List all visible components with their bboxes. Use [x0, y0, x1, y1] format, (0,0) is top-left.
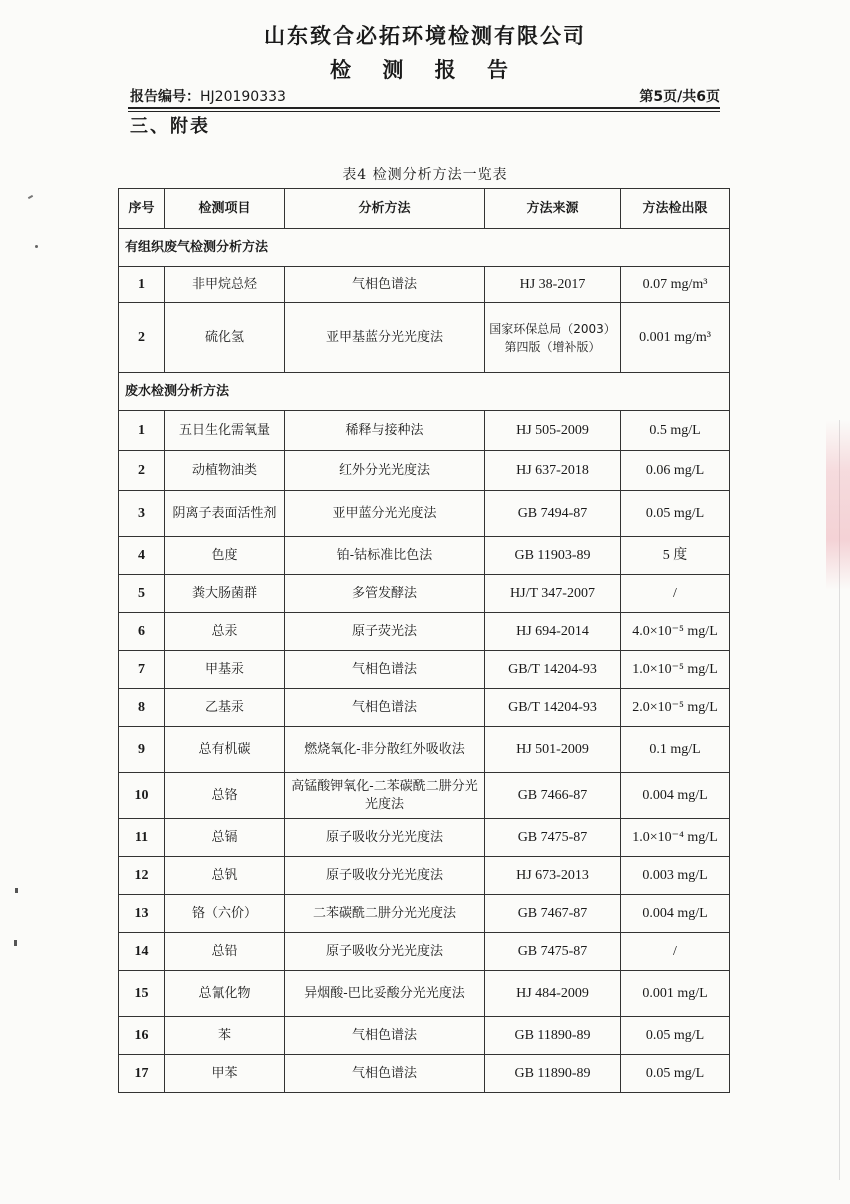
- row-method: 气相色谱法: [285, 267, 485, 303]
- row-no: 9: [119, 727, 165, 773]
- row-source: HJ 673-2013: [485, 857, 621, 895]
- group-title: 废水检测分析方法: [119, 373, 730, 411]
- row-item: 总氰化物: [165, 971, 285, 1017]
- row-limit: 1.0×10⁻⁵ mg/L: [621, 651, 730, 689]
- row-item: 总汞: [165, 613, 285, 651]
- row-item: 乙基汞: [165, 689, 285, 727]
- row-source: GB 11890-89: [485, 1055, 621, 1093]
- table-row: [119, 1017, 730, 1055]
- row-source: GB 7466-87: [485, 773, 621, 819]
- row-no: 16: [119, 1017, 165, 1055]
- row-item: 总有机碳: [165, 727, 285, 773]
- row-item: 总钒: [165, 857, 285, 895]
- report-number: [130, 86, 286, 106]
- row-method: 铂-钴标准比色法: [285, 537, 485, 575]
- company-name: 山东致合必拓环境检测有限公司: [264, 24, 586, 48]
- row-method: 高锰酸钾氧化-二苯碳酰二肼分光光度法: [285, 773, 485, 819]
- row-source: HJ 501-2009: [485, 727, 621, 773]
- scan-speck: [14, 940, 17, 946]
- table-row: [119, 267, 730, 303]
- row-source: GB/T 14204-93: [485, 651, 621, 689]
- row-item: 铬（六价）: [165, 895, 285, 933]
- header-item: 检测项目: [165, 189, 285, 229]
- table-row: [119, 933, 730, 971]
- table-row: [119, 689, 730, 727]
- row-item: 甲基汞: [165, 651, 285, 689]
- row-source: 国家环保总局（2003）第四版（增补版）: [485, 303, 621, 373]
- row-source: HJ 637-2018: [485, 451, 621, 491]
- row-item: 总铬: [165, 773, 285, 819]
- scan-speck: [35, 245, 38, 248]
- table-row: [119, 727, 730, 773]
- report-number-label: 报告编号：: [130, 89, 200, 105]
- row-source: GB 11903-89: [485, 537, 621, 575]
- header-source: 方法来源: [485, 189, 621, 229]
- row-method: 亚甲基蓝分光光度法: [285, 303, 485, 373]
- row-source: HJ/T 347-2007: [485, 575, 621, 613]
- row-no: 8: [119, 689, 165, 727]
- header-method: 分析方法: [285, 189, 485, 229]
- row-no: 14: [119, 933, 165, 971]
- row-limit: 0.05 mg/L: [621, 1017, 730, 1055]
- row-source: HJ 505-2009: [485, 411, 621, 451]
- document-title: 检 测 报 告: [330, 58, 520, 82]
- row-item: 阴离子表面活性剂: [165, 491, 285, 537]
- row-method: 红外分光光度法: [285, 451, 485, 491]
- table-row: [119, 651, 730, 689]
- row-limit: 2.0×10⁻⁵ mg/L: [621, 689, 730, 727]
- row-source: GB 7467-87: [485, 895, 621, 933]
- row-method: 气相色谱法: [285, 651, 485, 689]
- row-item: 苯: [165, 1017, 285, 1055]
- row-item: 甲苯: [165, 1055, 285, 1093]
- row-limit: 5 度: [621, 537, 730, 575]
- header-limit: 方法检出限: [621, 189, 730, 229]
- row-method: 多管发酵法: [285, 575, 485, 613]
- row-no: 2: [119, 451, 165, 491]
- scan-speck: [15, 888, 18, 893]
- row-limit: 0.05 mg/L: [621, 491, 730, 537]
- row-limit: /: [621, 575, 730, 613]
- page-info: 第5页/共6页: [639, 89, 720, 105]
- row-no: 7: [119, 651, 165, 689]
- row-method: 气相色谱法: [285, 1055, 485, 1093]
- section-title: 三、附表: [130, 116, 210, 137]
- row-no: 2: [119, 303, 165, 373]
- row-method: 气相色谱法: [285, 689, 485, 727]
- table-body: [119, 229, 730, 1093]
- table-row: [119, 303, 730, 373]
- row-no: 15: [119, 971, 165, 1017]
- row-item: 总镉: [165, 819, 285, 857]
- row-method: 二苯碳酰二肼分光光度法: [285, 895, 485, 933]
- row-item: 五日生化需氧量: [165, 411, 285, 451]
- row-no: 13: [119, 895, 165, 933]
- row-item: 非甲烷总烃: [165, 267, 285, 303]
- row-source: HJ 38-2017: [485, 267, 621, 303]
- row-limit: 0.07 mg/m³: [621, 267, 730, 303]
- row-limit: 0.05 mg/L: [621, 1055, 730, 1093]
- row-limit: 0.5 mg/L: [621, 411, 730, 451]
- row-no: 1: [119, 411, 165, 451]
- row-no: 11: [119, 819, 165, 857]
- table-row: [119, 1055, 730, 1093]
- row-source: HJ 484-2009: [485, 971, 621, 1017]
- table-caption: 表4 检测分析方法一览表: [342, 167, 508, 183]
- row-method: 原子吸收分光光度法: [285, 933, 485, 971]
- row-limit: 1.0×10⁻⁴ mg/L: [621, 819, 730, 857]
- row-no: 3: [119, 491, 165, 537]
- row-method: 气相色谱法: [285, 1017, 485, 1055]
- row-limit: 0.001 mg/m³: [621, 303, 730, 373]
- row-source: GB 7494-87: [485, 491, 621, 537]
- table-group-row: [119, 229, 730, 267]
- row-no: 6: [119, 613, 165, 651]
- row-item: 色度: [165, 537, 285, 575]
- methods-table: [118, 188, 730, 1093]
- row-method: 亚甲蓝分光光度法: [285, 491, 485, 537]
- report-number-value: HJ20190333: [200, 89, 286, 105]
- row-method: 原子荧光法: [285, 613, 485, 651]
- row-method: 原子吸收分光光度法: [285, 857, 485, 895]
- table-row: [119, 537, 730, 575]
- row-limit: 0.1 mg/L: [621, 727, 730, 773]
- row-limit: 0.003 mg/L: [621, 857, 730, 895]
- header-rule-thick: [128, 107, 720, 109]
- table-row: [119, 773, 730, 819]
- table-group-row: [119, 373, 730, 411]
- table-row: [119, 895, 730, 933]
- row-item: 动植物油类: [165, 451, 285, 491]
- row-limit: 0.06 mg/L: [621, 451, 730, 491]
- row-no: 17: [119, 1055, 165, 1093]
- row-method: 稀释与接种法: [285, 411, 485, 451]
- stamp-fragment: [826, 420, 850, 590]
- row-no: 10: [119, 773, 165, 819]
- row-item: 粪大肠菌群: [165, 575, 285, 613]
- row-no: 1: [119, 267, 165, 303]
- row-source: GB 7475-87: [485, 819, 621, 857]
- row-source: HJ 694-2014: [485, 613, 621, 651]
- table-row: [119, 613, 730, 651]
- row-limit: 4.0×10⁻⁵ mg/L: [621, 613, 730, 651]
- row-source: GB 7475-87: [485, 933, 621, 971]
- row-limit: /: [621, 933, 730, 971]
- group-title: 有组织废气检测分析方法: [119, 229, 730, 267]
- row-no: 5: [119, 575, 165, 613]
- row-limit: 0.001 mg/L: [621, 971, 730, 1017]
- row-method: 异烟酸-巴比妥酸分光光度法: [285, 971, 485, 1017]
- row-source: GB/T 14204-93: [485, 689, 621, 727]
- row-method: 燃烧氧化-非分散红外吸收法: [285, 727, 485, 773]
- row-limit: 0.004 mg/L: [621, 895, 730, 933]
- table-row: [119, 451, 730, 491]
- row-no: 12: [119, 857, 165, 895]
- row-item: 硫化氢: [165, 303, 285, 373]
- table-row: [119, 857, 730, 895]
- table-row: [119, 819, 730, 857]
- table-header-row: [119, 189, 730, 229]
- row-no: 4: [119, 537, 165, 575]
- table-row: [119, 575, 730, 613]
- row-limit: 0.004 mg/L: [621, 773, 730, 819]
- row-method: 原子吸收分光光度法: [285, 819, 485, 857]
- table-row: [119, 971, 730, 1017]
- scan-speck: [28, 195, 33, 199]
- table-row: [119, 411, 730, 451]
- row-source: GB 11890-89: [485, 1017, 621, 1055]
- table-row: [119, 491, 730, 537]
- row-item: 总铅: [165, 933, 285, 971]
- header-no: 序号: [119, 189, 165, 229]
- header-rule-thin: [128, 111, 720, 112]
